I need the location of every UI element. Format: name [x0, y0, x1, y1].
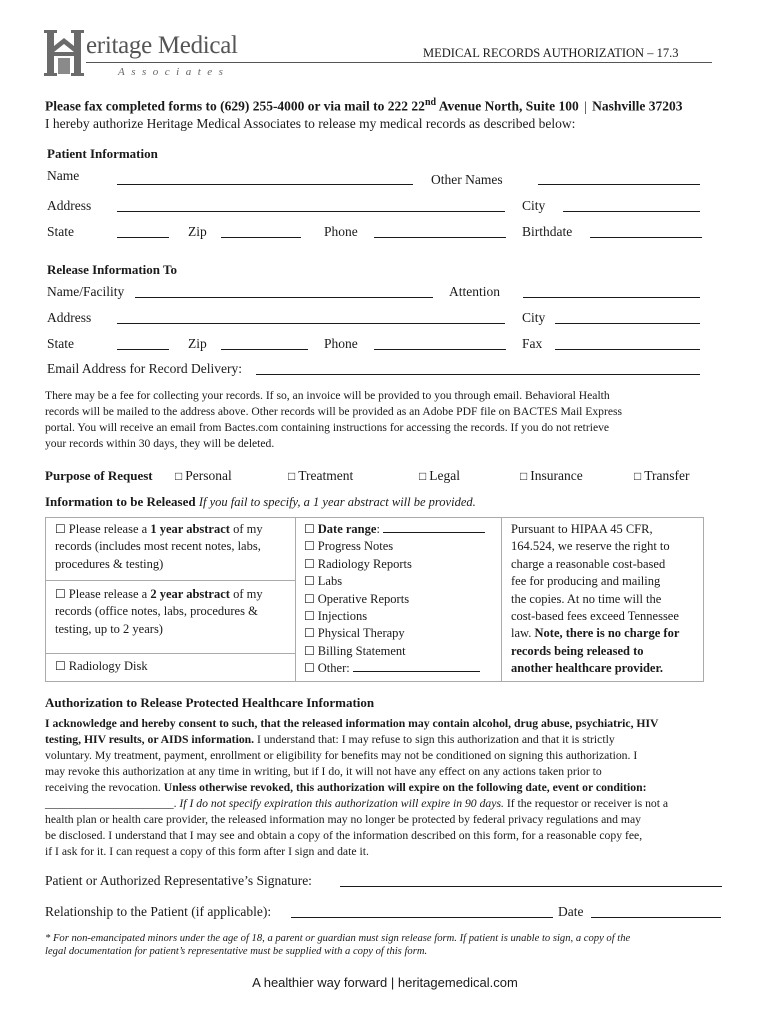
- info-released-note: If you fail to specify, a 1 year abstract will be provided.: [198, 495, 476, 509]
- date-range-checkbox[interactable]: ☐: [304, 522, 315, 536]
- release-phone-field[interactable]: [374, 336, 506, 350]
- one-year-abstract-option[interactable]: [55, 521, 293, 573]
- form-title: MEDICAL RECORDS AUTHORIZATION – 17.3: [423, 46, 679, 60]
- authorization-text: receiving the revocation.: [45, 781, 164, 794]
- purpose-personal-checkbox[interactable]: □: [175, 469, 183, 483]
- release-heading: Release Information To: [47, 262, 177, 277]
- release-zip-field[interactable]: [221, 336, 308, 350]
- release-email-label: Email Address for Record Delivery:: [47, 361, 242, 376]
- progress-notes-option[interactable]: [304, 538, 499, 555]
- release-city-label: City: [522, 310, 546, 325]
- purpose-transfer-label: Transfer: [644, 468, 690, 483]
- release-phone-label: Phone: [324, 336, 358, 351]
- minor-footnote: * For non-emancipated minors under the age of 18, a parent or guardian must sign release form. If patient is unable to sign, a copy of the: [45, 933, 631, 944]
- hipaa-text: Pursuant to HIPAA 45 CFR,: [511, 522, 653, 536]
- other-option[interactable]: [304, 660, 499, 677]
- purpose-legal-option[interactable]: [419, 468, 460, 484]
- authorization-emphasis: testing, HIV results, or AIDS information.: [45, 733, 255, 746]
- date-range-option[interactable]: [304, 521, 499, 538]
- injections-option[interactable]: [304, 608, 499, 625]
- hipaa-text: fee for producing and mailing: [511, 574, 661, 589]
- two-year-checkbox[interactable]: ☐: [55, 587, 66, 601]
- info-released-title: Information to be Released: [45, 494, 196, 509]
- patient-name-field[interactable]: [117, 171, 413, 185]
- patient-address-field[interactable]: [117, 198, 505, 212]
- purpose-insurance-checkbox[interactable]: □: [520, 469, 528, 483]
- authorization-heading: Authorization to Release Protected Healthcare Information: [45, 695, 375, 710]
- authorization-line: [45, 732, 615, 748]
- patient-other-names-label: Other Names: [431, 172, 503, 187]
- patient-phone-field[interactable]: [374, 224, 506, 238]
- fax-divider: |: [584, 98, 587, 114]
- option-emphasis: 2 year abstract: [150, 587, 230, 601]
- relationship-label: Relationship to the Patient (if applicable):: [45, 904, 272, 919]
- purpose-treatment-checkbox[interactable]: □: [288, 469, 296, 483]
- expiration-field[interactable]: ______________________.: [45, 797, 177, 810]
- hipaa-emphasis: another healthcare provider.: [511, 661, 663, 676]
- signature-field[interactable]: [340, 873, 722, 887]
- option-text: Operative Reports: [317, 591, 410, 606]
- purpose-personal-option[interactable]: [175, 468, 232, 484]
- release-email-field[interactable]: [256, 361, 700, 375]
- date-range-label: Date range: [317, 522, 377, 536]
- fax-instructions: [45, 97, 683, 115]
- authorization-line: [45, 796, 668, 812]
- relationship-field[interactable]: [291, 904, 553, 918]
- patient-heading: Patient Information: [47, 146, 158, 161]
- purpose-treatment-option[interactable]: [288, 468, 353, 484]
- release-attention-field[interactable]: [523, 284, 700, 298]
- other-field[interactable]: [353, 660, 480, 672]
- records-table: [45, 517, 704, 682]
- hipaa-text: 164.524, we reserve the right to: [511, 539, 670, 554]
- option-text: of my: [229, 522, 263, 536]
- option-text: testing, up to 2 years): [55, 621, 163, 636]
- fax-ordinal: nd: [424, 97, 437, 108]
- release-city-field[interactable]: [555, 310, 700, 324]
- patient-address-label: Address: [47, 198, 92, 213]
- patient-city-field[interactable]: [563, 198, 700, 212]
- purpose-treatment-label: Treatment: [298, 468, 354, 483]
- hipaa-emphasis: records being released to: [511, 643, 644, 658]
- two-year-abstract-option[interactable]: [55, 586, 293, 638]
- logo-name: eritage Medical: [86, 32, 238, 59]
- purpose-insurance-option[interactable]: [520, 468, 583, 484]
- labs-option[interactable]: [304, 573, 499, 590]
- authorization-line: [45, 780, 647, 796]
- option-text: Injections: [317, 609, 368, 624]
- release-address-field[interactable]: [117, 310, 505, 324]
- operative-reports-option[interactable]: [304, 591, 499, 608]
- date-field[interactable]: [591, 904, 721, 918]
- purpose-heading: Purpose of Request: [45, 468, 153, 483]
- authorization-line: may revoke this authorization at any time in writing, but if I do, it will not have any effect on any actions taken prior to: [45, 765, 602, 778]
- authorization-line: be disclosed. I understand that I may see and obtain a copy of the information described on this form, for a reasonable copy fee,: [45, 829, 643, 842]
- heritage-logo-mark: [44, 28, 84, 78]
- option-text: Progress Notes: [317, 539, 394, 554]
- patient-state-field[interactable]: [117, 224, 169, 238]
- patient-zip-field[interactable]: [221, 224, 301, 238]
- authorization-line: health plan or health care provider, the released information may no longer be protected by federal privacy regulations and may: [45, 813, 642, 826]
- patient-birthdate-field[interactable]: [590, 224, 702, 238]
- option-text: Please release a: [68, 587, 151, 601]
- option-text: records (includes most recent notes, labs,: [55, 539, 261, 554]
- purpose-transfer-option[interactable]: [634, 468, 690, 484]
- physical-therapy-checkbox[interactable]: ☐: [304, 626, 315, 641]
- hipaa-text: charge a reasonable cost-based: [511, 556, 666, 571]
- info-released-heading: [45, 494, 476, 510]
- hipaa-text: cost-based fees exceed Tennessee: [511, 609, 679, 624]
- date-range-colon: :: [376, 522, 380, 536]
- logo-subtitle: Associates: [118, 66, 230, 78]
- patient-state-label: State: [47, 224, 74, 239]
- authorization-italic: If I do not specify expiration this authorization will expire in 90 days.: [176, 797, 504, 810]
- authorization-text: I understand that: I may refuse to sign this authorization and that it is strictly: [254, 733, 615, 746]
- fee-notice-line: portal. You will receive an email from Bactes.com containing instructions for accessing the records. If you do not retrieve: [45, 421, 610, 434]
- hipaa-emphasis: Note, there is no charge for: [534, 626, 680, 641]
- fee-notice-line: records will be mailed to the address above. Other records will be provided as an Adobe PDF file on BACTES Mail Express: [45, 405, 622, 418]
- option-text: of my: [229, 587, 263, 601]
- authorization-emphasis: Unless otherwise revoked, this authorization will expire on the following date, event or condition:: [163, 781, 647, 794]
- patient-other-names-field[interactable]: [538, 171, 700, 185]
- billing-statement-checkbox[interactable]: ☐: [304, 643, 315, 658]
- authorization-text: If the requestor or receiver is not a: [503, 797, 669, 810]
- release-fax-field[interactable]: [555, 336, 700, 350]
- fax-address: Avenue North, Suite 100: [436, 98, 579, 114]
- authorization-line: I acknowledge and hereby consent to such, that the released information may contain alcohol, drug abuse, psychiatric, HIV: [45, 717, 659, 730]
- radiology-reports-checkbox[interactable]: ☐: [304, 556, 315, 571]
- release-state-label: State: [47, 336, 74, 351]
- fee-notice-line: There may be a fee for collecting your records. If so, an invoice will be provided to you through email. Behavioral Health: [45, 389, 610, 402]
- other-checkbox[interactable]: ☐: [304, 661, 315, 676]
- release-fax-label: Fax: [522, 336, 543, 351]
- fax-text: Please fax completed forms to (629) 255-4000 or via mail to 222 22: [45, 98, 425, 114]
- purpose-transfer-checkbox[interactable]: □: [634, 469, 642, 483]
- purpose-legal-checkbox[interactable]: □: [419, 469, 427, 483]
- signature-label: Patient or Authorized Representative’s Signature:: [45, 873, 312, 888]
- operative-reports-checkbox[interactable]: ☐: [304, 591, 315, 606]
- option-text: Billing Statement: [317, 643, 406, 658]
- patient-zip-label: Zip: [188, 224, 207, 239]
- option-text: Please release a: [68, 522, 151, 536]
- option-text: Radiology Reports: [317, 556, 412, 571]
- release-attention-label: Attention: [449, 284, 500, 299]
- authorization-line: if I ask for it. I can request a copy of this form after I sign and date it.: [45, 845, 369, 858]
- release-state-field[interactable]: [117, 336, 169, 350]
- billing-statement-option[interactable]: [304, 643, 499, 660]
- labs-checkbox[interactable]: ☐: [304, 574, 315, 589]
- option-text: procedures & testing): [55, 556, 164, 571]
- option-text: Labs: [317, 574, 343, 589]
- radiology-disk-checkbox[interactable]: ☐: [55, 659, 66, 673]
- physical-therapy-option[interactable]: [304, 625, 499, 642]
- release-address-label: Address: [47, 310, 92, 325]
- hipaa-text: law.: [511, 626, 535, 641]
- patient-birthdate-label: Birthdate: [522, 224, 573, 239]
- progress-notes-checkbox[interactable]: ☐: [304, 539, 315, 554]
- record-types-list: [304, 521, 499, 678]
- patient-name-label: Name: [47, 168, 80, 183]
- purpose-personal-label: Personal: [185, 468, 232, 483]
- fax-city: Nashville 37203: [592, 98, 683, 114]
- purpose-legal-label: Legal: [429, 468, 460, 483]
- injections-checkbox[interactable]: ☐: [304, 609, 315, 624]
- hipaa-notice: [511, 521, 701, 678]
- purpose-insurance-label: Insurance: [530, 468, 583, 483]
- radiology-reports-option[interactable]: [304, 556, 499, 573]
- footer-tagline: A healthier way forward | heritagemedical.com: [252, 975, 518, 990]
- option-text: records (office notes, labs, procedures &: [55, 604, 258, 619]
- option-emphasis: 1 year abstract: [150, 522, 230, 536]
- minor-footnote: legal documentation for patient’s representative must be supplied with a copy of this form.: [45, 946, 428, 957]
- option-text: Other:: [317, 661, 350, 676]
- one-year-checkbox[interactable]: ☐: [55, 522, 66, 536]
- header-rule: [86, 62, 712, 63]
- date-label: Date: [558, 904, 584, 919]
- release-name-field[interactable]: [135, 284, 433, 298]
- hipaa-text: the copies. At no time will the: [511, 591, 662, 606]
- option-text: Radiology Disk: [68, 659, 148, 673]
- release-zip-label: Zip: [188, 336, 207, 351]
- radiology-disk-option[interactable]: [55, 658, 293, 675]
- fee-notice-line: your records within 30 days, they will be deleted.: [45, 437, 275, 450]
- date-range-field[interactable]: [383, 521, 485, 533]
- authorization-line: voluntary. My treatment, payment, enrollment or eligibility for benefits may not be conditioned on signing this authorization. I: [45, 749, 638, 762]
- patient-city-label: City: [522, 198, 546, 213]
- patient-phone-label: Phone: [324, 224, 358, 239]
- authorize-statement: I hereby authorize Heritage Medical Associates to release my medical records as described below:: [45, 116, 576, 131]
- release-name-label: Name/Facility: [47, 284, 125, 299]
- option-text: Physical Therapy: [317, 626, 405, 641]
